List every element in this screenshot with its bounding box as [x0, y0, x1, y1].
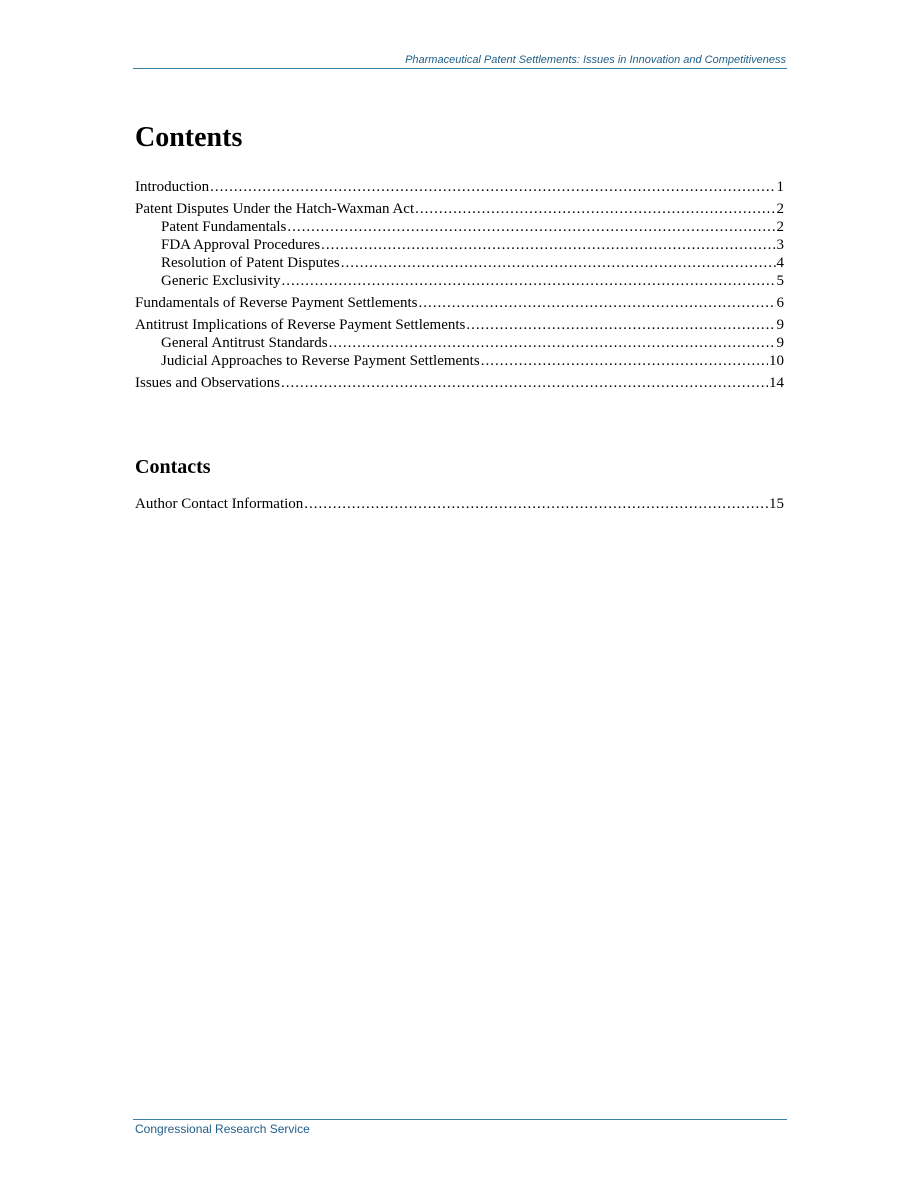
header-rule — [133, 68, 787, 69]
toc-entry-title: Fundamentals of Reverse Payment Settlements — [135, 295, 418, 311]
running-header: Pharmaceutical Patent Settlements: Issues in Innovation and Competitiveness — [405, 54, 786, 66]
dot-leader — [341, 254, 776, 272]
toc-entry-generic-exclusivity[interactable] — [135, 272, 784, 290]
dot-leader — [415, 200, 775, 218]
dot-leader — [321, 236, 775, 254]
toc-entry-antitrust-implications[interactable] — [135, 316, 784, 334]
toc-entry-title: Patent Disputes Under the Hatch-Waxman Act — [135, 201, 415, 217]
toc-entry-title: FDA Approval Procedures — [161, 237, 321, 253]
toc-entry-patent-fundamentals[interactable] — [135, 218, 784, 236]
toc-entry-judicial-approaches[interactable] — [135, 352, 784, 370]
toc-entry-title: Resolution of Patent Disputes — [161, 255, 340, 271]
toc-entry-issues-observations[interactable] — [135, 374, 784, 392]
toc-page-number: 15 — [769, 496, 784, 512]
footer-rule — [133, 1119, 787, 1120]
toc-page-number: 5 — [776, 273, 784, 289]
toc-entry-title: General Antitrust Standards — [161, 335, 328, 351]
toc-page-number: 14 — [769, 375, 784, 391]
toc-entry-introduction[interactable] — [135, 178, 784, 196]
contacts-title: Contacts — [135, 456, 211, 478]
table-of-contents — [135, 178, 784, 392]
toc-page-number: 6 — [776, 295, 784, 311]
toc-page-number: 2 — [776, 201, 784, 217]
dot-leader — [304, 495, 768, 513]
toc-page-number: 2 — [776, 219, 784, 235]
running-footer: Congressional Research Service — [135, 1122, 310, 1136]
contacts-list — [135, 495, 784, 513]
dot-leader — [466, 316, 775, 334]
toc-entry-title: Introduction — [135, 179, 210, 195]
toc-entry-general-antitrust[interactable] — [135, 334, 784, 352]
toc-entry-title: Antitrust Implications of Reverse Payment Settlements — [135, 317, 466, 333]
toc-entry-fundamentals-reverse[interactable] — [135, 294, 784, 312]
toc-entry-patent-disputes[interactable] — [135, 200, 784, 218]
toc-entry-title: Issues and Observations — [135, 375, 280, 391]
toc-entry-title: Judicial Approaches to Reverse Payment Settlements — [161, 353, 480, 369]
dot-leader — [287, 218, 775, 236]
toc-entry-author-contact[interactable] — [135, 495, 784, 513]
toc-page-number: 9 — [776, 335, 784, 351]
contents-title: Contents — [135, 122, 243, 153]
toc-page-number: 4 — [776, 255, 784, 271]
dot-leader — [481, 352, 768, 370]
dot-leader — [281, 374, 768, 392]
dot-leader — [282, 272, 776, 290]
toc-entry-title: Patent Fundamentals — [161, 219, 287, 235]
toc-entry-title: Author Contact Information — [135, 496, 304, 512]
toc-page-number: 10 — [769, 353, 784, 369]
toc-entry-resolution[interactable] — [135, 254, 784, 272]
toc-entry-fda-approval[interactable] — [135, 236, 784, 254]
toc-page-number: 1 — [776, 179, 784, 195]
toc-page-number: 9 — [776, 317, 784, 333]
dot-leader — [418, 294, 775, 312]
toc-entry-title: Generic Exclusivity — [161, 273, 281, 289]
dot-leader — [329, 334, 776, 352]
dot-leader — [210, 178, 775, 196]
toc-page-number: 3 — [776, 237, 784, 253]
